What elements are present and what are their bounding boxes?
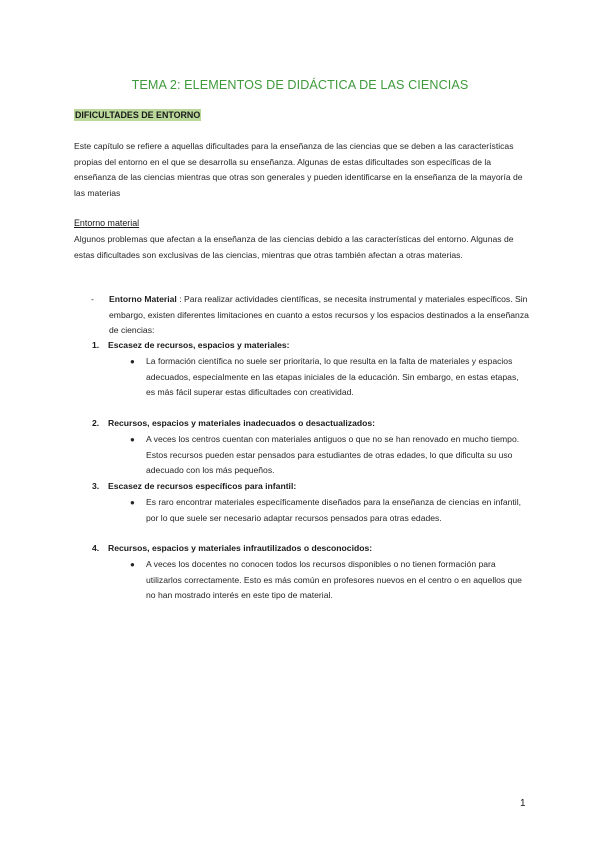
numbered-item-heading [92,479,296,495]
numbered-item-heading [92,541,372,557]
subsection-paragraph: Algunos problemas que afectan a la enseñanza de las ciencias debido a las características del entorno. Algunas de estas dificultades son exclusivas de las ciencias, mientras que otras también afectan a otras materias. [74,234,514,260]
bullet-text: A veces los centros cuentan con materiales antiguos o que no se han renovado en mucho tiempo. Estos recursos pueden estar pensados para estudiantes de otras edades, lo que dificulta su uso adecuado con los más pequeños. [146,434,520,475]
item-heading-text: Escasez de recursos específicos para infantil: [108,481,297,491]
intro-paragraph: Este capítulo se refiere a aquellas dificultades para la enseñanza de las ciencias que se deben a las características propias del entorno en el que se desarrolla su enseñanza. Algunas de estas dificultades son específicas de la enseñanza de las ciencias mientras que otras son generales y pueden identificarse en la enseñanza de la mayoría de las materias [74,141,523,198]
item-heading-text: Recursos, espacios y materiales infrautilizados o desconocidos: [108,543,373,553]
bullet-text: Es raro encontrar materiales específicamente diseñados para la enseñanza de ciencias en infantil, por lo que suele ser necesario adaptar recursos pensados para otras edades. [146,497,521,523]
page-title: TEMA 2: ELEMENTOS DE DIDÁCTICA DE LAS CIENCIAS [131,78,469,92]
numbered-item-heading [92,416,375,432]
dash-item-text [109,292,529,339]
bullet-item [130,432,526,479]
bullet-item [130,354,526,401]
item-number: 2. [92,418,100,428]
item-number: 3. [92,481,100,491]
dash-item-label: Entorno Material [109,294,177,304]
bullet-icon: ● [130,357,135,366]
item-number: 4. [92,543,100,553]
dash-marker: - [91,294,94,304]
dash-item-body: : Para realizar actividades científicas, se necesita instrumental y materiales específicos. Sin embargo, existen diferentes limitaciones en cuanto a estos recursos y los espacios destinados a la enseñanza de ciencias: [109,294,529,335]
item-heading-text: Escasez de recursos, espacios y materiales: [108,340,290,350]
item-number: 1. [92,340,100,350]
bullet-item [130,557,526,604]
bullet-text: La formación científica no suele ser prioritaria, lo que resulta en la falta de materiales y espacios adecuados, especialmente en las etapas iniciales de la educación. Sin embargo, en estas etapas, es más fácil superar estas dificultades con creatividad. [146,356,519,397]
bullet-icon: ● [130,560,135,569]
page-number: 1 [520,798,526,809]
section-heading: DIFICULTADES DE ENTORNO [75,110,201,120]
bullet-item [130,495,526,526]
item-heading-text: Recursos, espacios y materiales inadecuados o desactualizados: [108,418,375,428]
subsection-heading: Entorno material [74,218,140,228]
numbered-item-heading [92,338,290,354]
bullet-icon: ● [130,435,135,444]
bullet-icon: ● [130,498,135,507]
bullet-text: A veces los docentes no conocen todos los recursos disponibles o no tienen formación para utilizarlos correctamente. Esto es más común en profesores nuevos en el centro o en aquellos que no han mostrado interés en este tipo de material. [146,559,522,600]
